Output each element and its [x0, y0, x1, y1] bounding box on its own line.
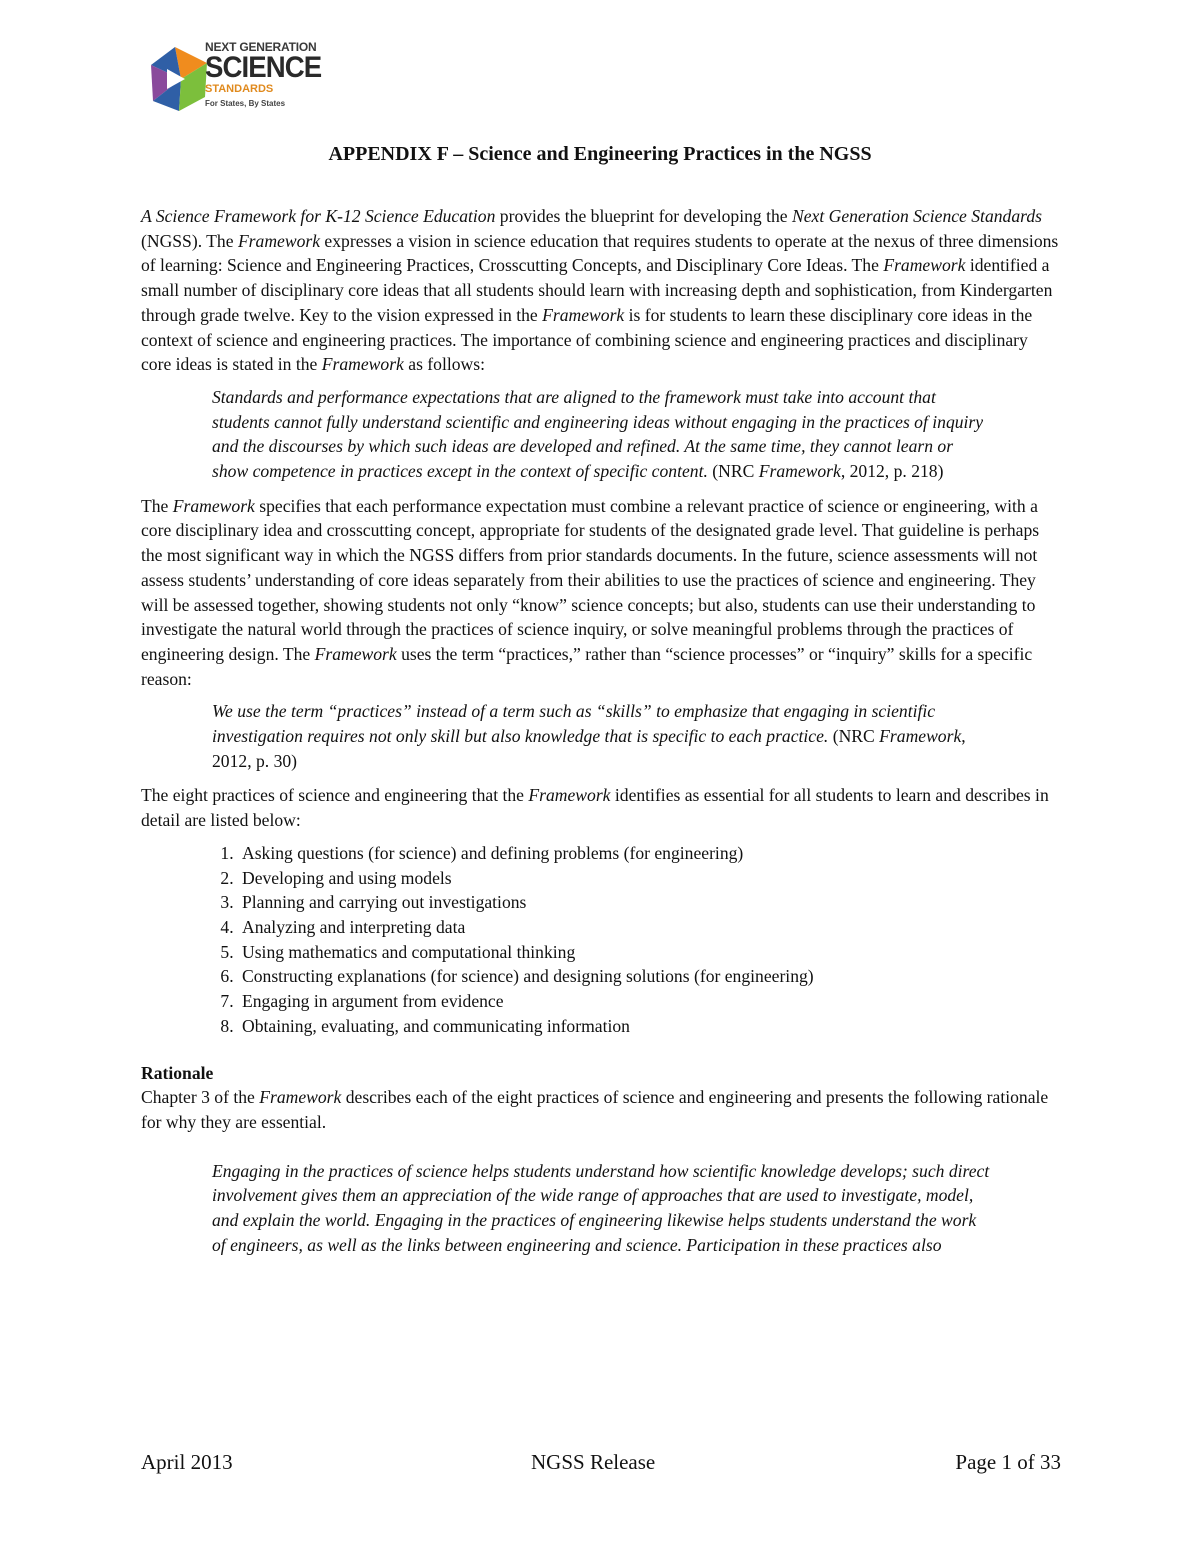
text-run: , 2012, p. 218) — [840, 461, 944, 482]
practices-list — [141, 841, 1061, 1039]
quote-text: Standards and performance expectations that are aligned to the framework must take into account that students cannot fully understand scientific and engineering ideas without engaging in the practices of inquiry and the discourses by which such ideas are developed and refined. At the same time, they cannot learn or show competence in practices except in the context of specific content. — [212, 386, 984, 482]
text-run: , 2012, p. 30) — [212, 726, 966, 771]
document-title: APPENDIX F – Science and Engineering Practices in the NGSS — [328, 143, 872, 165]
text-run: identified a small number of disciplinary core ideas that all students should learn with increasing depth and sophistication, from Kindergarten through grade twelve. Key to the vision expressed in the — [141, 255, 1053, 325]
text-run: Framework — [321, 354, 404, 375]
text-run: uses the term “practices,” rather than “science processes” or “inquiry” skills for a specific reason: — [141, 643, 1033, 689]
logo-line1: NEXT GENERATION — [205, 40, 317, 54]
text-run: Framework — [259, 1087, 342, 1108]
text-run: The — [141, 495, 173, 516]
rationale-paragraph — [141, 1085, 1061, 1134]
text-run: specifies that each performance expectation must combine a relevant practice of science or engineering, with a core disciplinary idea and crosscutting concept, appropriate for students of the designated grade level. That guideline is perhaps the most significant way in which the NGSS differs from prior standards documents. In the future, science assessments will not assess students’ understanding of core ideas separately from their abilities to use the practices of science and engineering. They will be assessed together, showing students not only “know” science concepts; but also, students can use their understanding to investigate the natural world through the practices of science inquiry, or solve meaningful problems through the practices of engineering design. The — [141, 495, 1040, 664]
list-item: 7. Engaging in argument from evidence — [238, 989, 1061, 1014]
block-quote-1 — [141, 385, 992, 484]
document-body — [141, 204, 1061, 1267]
text-run: as follows: — [403, 354, 485, 375]
list-item: 4. Analyzing and interpreting data — [238, 915, 1061, 940]
list-item: 6. Constructing explanations (for science) and designing solutions (for engineering) — [238, 964, 1061, 989]
text-run: expresses a vision in science education that requires students to operate at the nexus of three dimensions of learning: Science and Engineering Practices, Crosscutting Concepts, and Disciplinary Core Ideas. The — [141, 230, 1059, 276]
text-run: A Science Framework for K-12 Science Education — [141, 206, 496, 226]
text-run: provides the blueprint for developing the — [495, 206, 792, 226]
intro-paragraph — [141, 204, 1061, 377]
logo-line3: STANDARDS — [205, 83, 274, 95]
list-item: 8. Obtaining, evaluating, and communicating information — [238, 1014, 1061, 1039]
list-item: 3. Planning and carrying out investigations — [238, 890, 1061, 915]
text-run: Framework — [314, 643, 397, 664]
text-run: Chapter 3 of the — [141, 1087, 260, 1108]
text-run: Framework — [542, 304, 625, 325]
text-run: Framework — [172, 495, 255, 516]
practices-paragraph — [141, 494, 1061, 692]
text-run: describes each of the eight practices of science and engineering and presents the following rationale for why they are essential. — [141, 1087, 1049, 1132]
section-heading-rationale: Rationale — [141, 1062, 214, 1083]
quote-citation — [708, 461, 944, 481]
list-item: 1. Asking questions (for science) and defining problems (for engineering) — [238, 841, 1061, 866]
ngss-logo — [145, 40, 322, 115]
text-run: (NRC — [707, 461, 759, 482]
logo-line2: SCIENCE — [205, 51, 322, 84]
footer-date: April 2013 — [141, 1450, 233, 1474]
block-quote-2 — [141, 699, 992, 773]
text-run: Next Generation Science Standards — [791, 206, 1042, 226]
footer-release: NGSS Release — [531, 1450, 656, 1474]
text-run: identifies as essential for all students to learn and describes in detail are listed below: — [141, 785, 1049, 831]
text-run: Framework — [237, 230, 321, 251]
footer-page-number: Page 1 of 33 — [955, 1450, 1061, 1474]
text-run: is for students to learn these disciplinary core ideas in the context of science and engineering practices. The importance of combining science and engineering practices and disciplinary core ideas is stated in the — [141, 304, 1033, 375]
text-run: Framework — [883, 255, 966, 276]
text-run: The eight practices of science and engineering that the — [141, 785, 529, 806]
logo-tagline: For States, By States — [205, 99, 286, 108]
text-run: (NGSS). The — [141, 230, 238, 251]
text-run: Framework — [879, 726, 962, 747]
text-run: Framework — [528, 785, 611, 806]
text-run: (NRC — [828, 726, 880, 747]
ngss-logo-mark-icon — [145, 45, 209, 113]
quote-text: We use the term “practices” instead of a term such as “skills” to emphasize that engaging in scientific investigation requires not only skill but also knowledge that is specific to each practice. — [212, 701, 936, 747]
block-quote-3: Engaging in the practices of science helps students understand how scientific knowledge develops; such direct involvement gives them an appreciation of the wide range of approaches that are used to investigate, model, and explain the world. Engaging in the practices of engineering likewise helps students understand the work of engineers, as well as the links between engineering and science. Participation in these practices also — [212, 1160, 990, 1255]
list-item: 2. Developing and using models — [238, 866, 1061, 891]
text-run: Framework — [758, 461, 841, 482]
eight-practices-intro — [141, 783, 1061, 832]
list-item: 5. Using mathematics and computational thinking — [238, 940, 1061, 965]
